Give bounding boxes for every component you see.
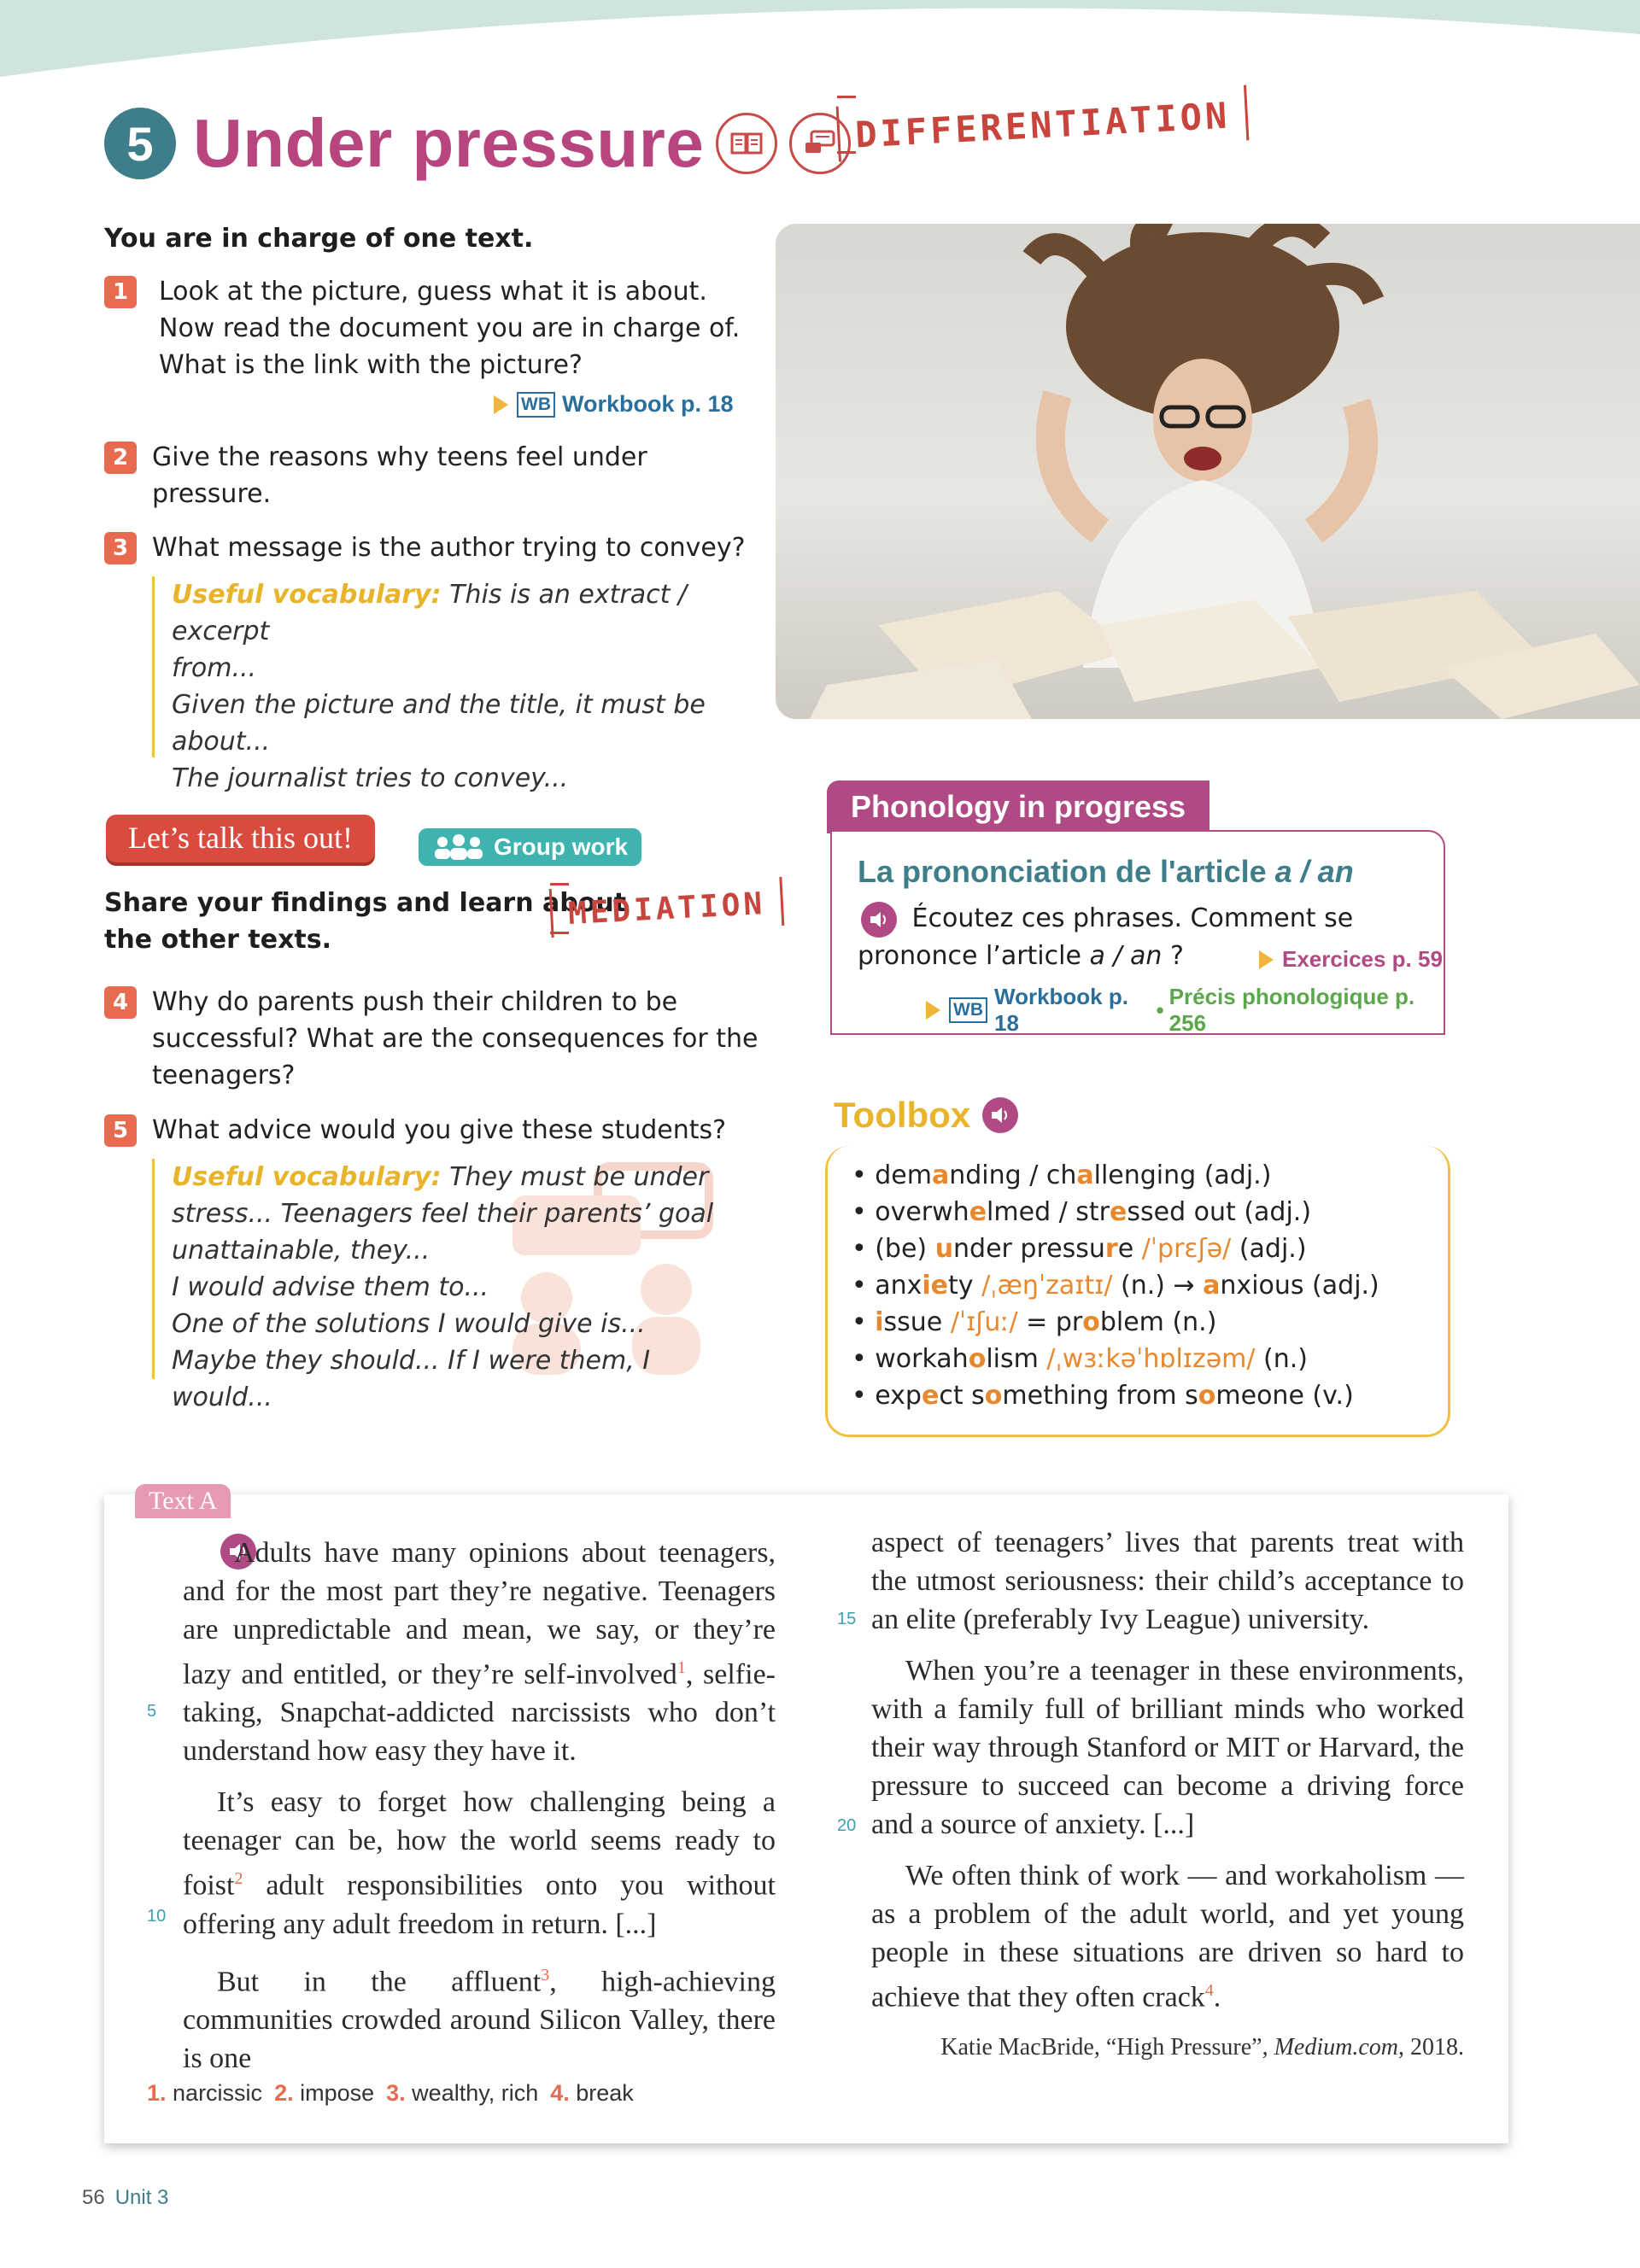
exercises-link[interactable]: Exercices p. 59: [1259, 946, 1443, 973]
text-a-right-column: [871, 1523, 1464, 2029]
text-a-tab: Text A: [135, 1484, 231, 1518]
line-number: 20: [837, 1816, 857, 1835]
footnotes: [147, 2080, 646, 2107]
arrow-icon: [926, 1001, 940, 1020]
question-number: 4: [104, 986, 137, 1019]
footnote: 4. break: [550, 2080, 634, 2106]
question-number: 3: [104, 532, 137, 564]
question-3: What message is the author trying to convey?: [152, 533, 746, 563]
question-1: Look at the picture, guess what it is about. Now read the document you are in charge of. What is the link with the picture?: [159, 277, 741, 380]
text-paragraph: aspect of teenagers’ lives that parents treat with the utmost seriousness: their child’s acceptance to an elite (preferably Ivy League) university.: [871, 1527, 1464, 1635]
footnote: 3. wealthy, rich: [386, 2080, 539, 2106]
toolbox-item: • demanding / challenging (adj.): [852, 1160, 1272, 1190]
question-number: 5: [104, 1114, 137, 1147]
question-4: Why do parents push their children to be successful? What are the consequences for the teenagers?: [152, 987, 758, 1090]
title-row: [104, 101, 851, 186]
toolbox-item: • overwhelmed / stressed out (adj.): [852, 1197, 1312, 1227]
phonology-references[interactable]: WB Workbook p. 18 • Précis phonologique p. 256: [926, 984, 1444, 1037]
phonology-box: [830, 830, 1445, 1035]
text-paragraph: We often think of work — and workaholism — as a problem of the adult world, and yet young people in these situations are driven so hard to achieve that they often crack$^4$.: [871, 1860, 1464, 2014]
workbook-icon: WB: [949, 997, 987, 1023]
book-icon[interactable]: [716, 113, 777, 174]
phonology-tab: Phonology in progress: [827, 780, 1210, 833]
line-number: 15: [837, 1610, 857, 1628]
question-number: 1: [104, 276, 137, 308]
workbook-link[interactable]: WB Workbook p. 18: [494, 391, 734, 418]
phonology-instructions: Écoutez ces phrases. Comment se: [861, 900, 1353, 938]
question-number: 2: [104, 441, 137, 474]
footnote: 1. narcissic: [147, 2080, 263, 2106]
page-footer: 56 Unit 3: [82, 2186, 169, 2209]
arrow-icon: [1259, 950, 1274, 969]
footnote: 2. impose: [274, 2080, 375, 2106]
line-number: 10: [147, 1907, 167, 1926]
differentiation-stamp: DIFFERENTIATION: [837, 96, 1248, 151]
arrow-icon: [494, 395, 508, 414]
line-number: 5: [147, 1702, 157, 1721]
group-icon: [432, 834, 485, 860]
text-a-left-column: [183, 1534, 776, 2090]
lets-talk-button[interactable]: Let’s talk this out!: [106, 815, 375, 862]
toolbox-item: • expect something from someone (v.): [852, 1381, 1354, 1411]
footnote-marker: 1: [676, 1658, 686, 1677]
text-source: Katie MacBride, “High Pressure”, Medium.com, 2018.: [940, 2034, 1464, 2060]
footnote-marker: 3: [541, 1965, 550, 1984]
toolbox-item: • issue /ˈɪʃuː/ = problem (n.): [852, 1307, 1217, 1337]
text-paragraph: But in the affluent$^3$, high-achieving communities crowded around Silicon Valley, there is one: [183, 1965, 776, 2074]
speaker-icon[interactable]: [861, 902, 897, 938]
useful-vocabulary-2: Useful vocabulary: They must be under stress... Teenagers feel their parents’ goal unattainable, they... I would advise them to... One of the solutions I would give is... Maybe they should... If I were them, I would...: [152, 1159, 753, 1379]
stressed-student-photo: [776, 224, 1640, 719]
footnote-marker: 4: [1204, 1981, 1214, 2000]
phonology-title: La prononciation de l'article a / an: [858, 854, 1354, 889]
question-5: What advice would you give these students?: [152, 1115, 727, 1145]
talk-lead: Share your findings and learn about the other texts.: [104, 888, 627, 955]
question-2: Give the reasons why teens feel under pressure.: [152, 442, 647, 509]
intro-lead: You are in charge of one text.: [104, 224, 534, 254]
useful-vocabulary-1: Useful vocabulary: This is an extract / excerpt from... Given the picture and the title, it must be about... The journalist tries to convey...: [152, 576, 753, 757]
phonology-question: prononce l’article a / an ?: [858, 941, 1184, 971]
mediation-stamp: MEDIATION: [550, 883, 783, 932]
text-paragraph: Adults have many opinions about teenagers, and for the most part they’re negative. Teenagers are unpredictable and mean, we say, or they’re lazy and entitled, or they’re self-involved$^1$, selfie-taking, Snapchat-addicted narcissists who don’t understand how easy they have it.: [183, 1537, 776, 1768]
footnote-marker: 2: [234, 1869, 243, 1889]
speaker-icon[interactable]: [982, 1097, 1018, 1133]
workbook-icon: WB: [517, 392, 555, 418]
text-paragraph: When you’re a teenager in these environments, with a family full of brilliant minds who worked their way through Stanford or MIT or Harvard, the pressure to succeed can become a driving force and a source of anxiety. [...]: [871, 1655, 1464, 1840]
toolbox-item: • anxiety /ˌæŋˈzaɪtɪ/ (n.) → anxious (adj.): [852, 1271, 1379, 1301]
toolbox-box: [825, 1146, 1450, 1437]
top-band: [0, 0, 1640, 94]
toolbox-item: • workaholism /ˌwɜːkəˈhɒlɪzəm/ (n.): [852, 1344, 1308, 1374]
text-paragraph: It’s easy to forget how challenging being a teenager can be, how the world seems ready to foist$^2$ adult responsibilities onto you without offering any adult freedom in return. [...]: [183, 1786, 776, 1940]
toolbox-header: Toolbox: [834, 1095, 1018, 1136]
unit-number-badge: 5: [104, 108, 176, 179]
group-work-badge: Group work: [419, 828, 641, 866]
toolbox-item: • (be) under pressure /ˈprɛʃə/ (adj.): [852, 1234, 1307, 1264]
page-title: Under pressure: [193, 105, 705, 181]
